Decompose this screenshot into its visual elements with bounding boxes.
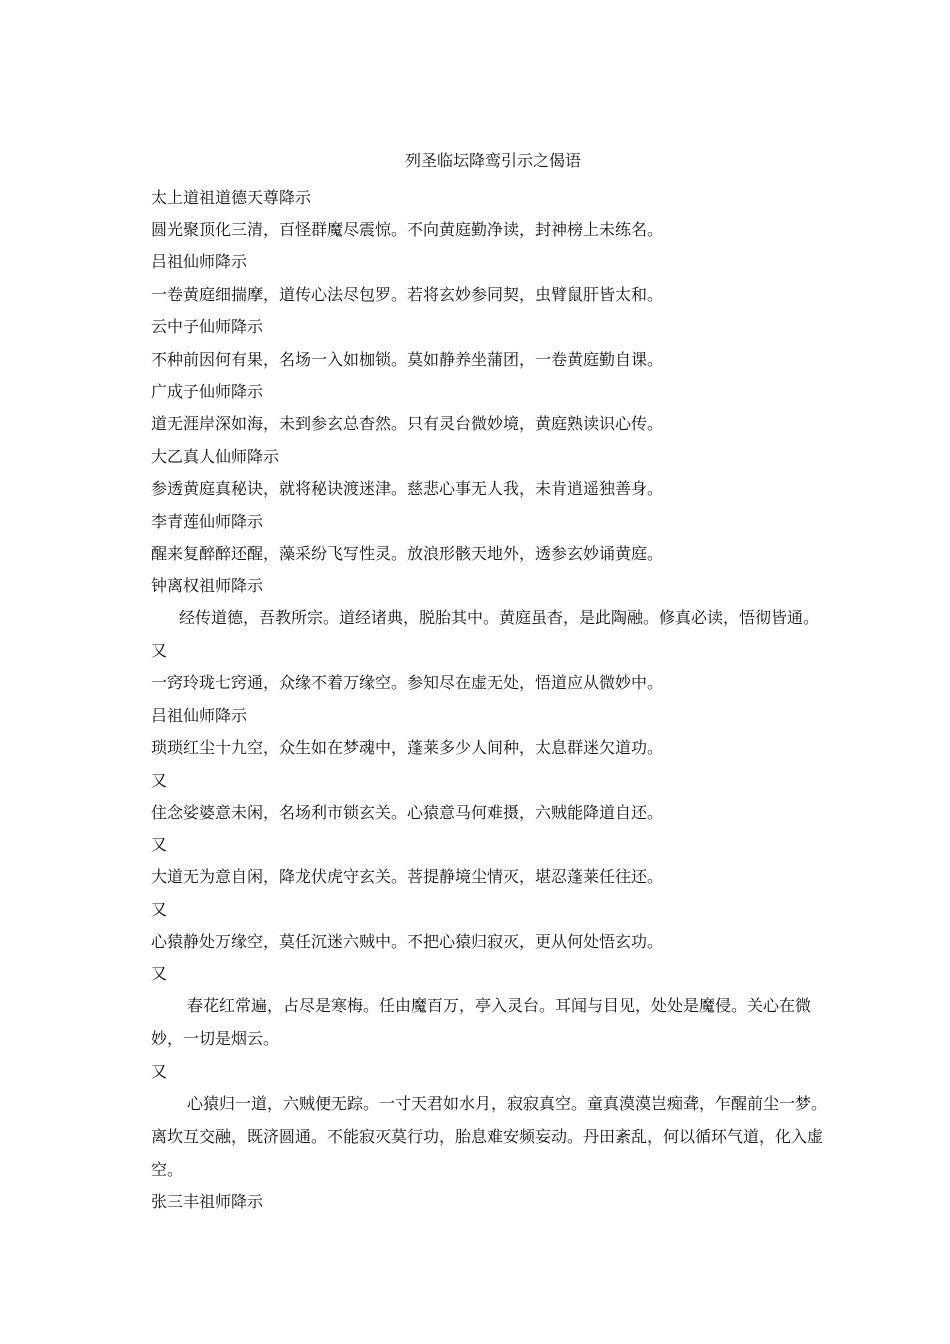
section-heading: 大乙真人仙师降示 — [151, 447, 280, 466]
verse-line: 琐琐红尘十九空，众生如在梦魂中，蓬莱多少人间种，太息群迷欠道功。 — [151, 738, 664, 757]
verse-line: 一卷黄庭细揣摩，道传心法尽包罗。若将玄妙参同契，虫臂鼠肝皆太和。 — [151, 285, 664, 304]
verse-line: 经传道德，吾教所宗。道经诸典，脱胎其中。黄庭虽杳，是此陶融。修真必读，悟彻皆通。 — [179, 608, 820, 627]
verse-line: 道无涯岸深如海，未到参玄总杳然。只有灵台微妙境，黄庭熟读识心传。 — [151, 414, 664, 433]
verse-line: 大道无为意自闲，降龙伏虎守玄关。菩提静境尘情灭，堪忍蓬莱任往还。 — [151, 867, 664, 886]
section-heading: 广成子仙师降示 — [151, 382, 264, 401]
verse-paragraph: 春花红常遍，占尽是寒梅。任由魔百万，亭入灵台。耳闻与目见，处处是魔侵。关心在微妙，一切是烟云。 — [151, 996, 812, 1048]
document-title: 列圣临坛降鸾引示之偈语 — [404, 151, 581, 170]
section-heading: 张三丰祖师降示 — [151, 1192, 264, 1211]
verse-line: 参透黄庭真秘诀，就将秘诀渡迷津。慈悲心事无人我，未肯逍遥独善身。 — [151, 479, 664, 498]
verse-line: 心猿静处万缘空，莫任沉迷六贼中。不把心猿归寂灭，更从何处悟玄功。 — [151, 932, 664, 951]
section-heading: 又 — [151, 1062, 168, 1081]
verse-line: 圆光聚顶化三清，百怪群魔尽震惊。不向黄庭勤净读，封神榜上未练名。 — [151, 220, 664, 239]
section-heading: 太上道祖道德天尊降示 — [151, 188, 312, 207]
section-heading: 吕祖仙师降示 — [151, 706, 248, 725]
section-heading: 钟离权祖师降示 — [151, 576, 264, 595]
section-heading: 又 — [151, 964, 168, 983]
section-heading: 又 — [151, 835, 168, 854]
verse-paragraph: 心猿归一道，六贼便无踪。一寸天君如水月，寂寂真空。童真漠漠岂痴聋，乍醒前尘一梦。离坎互交融，既济圆通。不能寂灭莫行功，胎息难安频妄动。丹田紊乱，何以循环气道，化入虚空。 — [151, 1094, 828, 1179]
section-heading: 云中子仙师降示 — [151, 317, 264, 336]
section-heading: 吕祖仙师降示 — [151, 252, 248, 271]
section-heading: 又 — [151, 771, 168, 790]
verse-line: 醒来复醉醉还醒，藻采纷飞写性灵。放浪形骸天地外，透参玄妙诵黄庭。 — [151, 544, 664, 563]
verse-line: 不种前因何有果，名场一入如枷锁。莫如静养坐蒲团，一卷黄庭勤自课。 — [151, 350, 664, 369]
verse-line: 一窍玲珑七窍通，众缘不着万缘空。参知尽在虚无处，悟道应从微妙中。 — [151, 673, 664, 692]
section-heading: 又 — [151, 641, 168, 660]
section-heading: 又 — [151, 900, 168, 919]
verse-line: 住念娑婆意未闲，名场利市锁玄关。心猿意马何难摄，六贼能降道自还。 — [151, 803, 664, 822]
section-heading: 李青莲仙师降示 — [151, 512, 264, 531]
